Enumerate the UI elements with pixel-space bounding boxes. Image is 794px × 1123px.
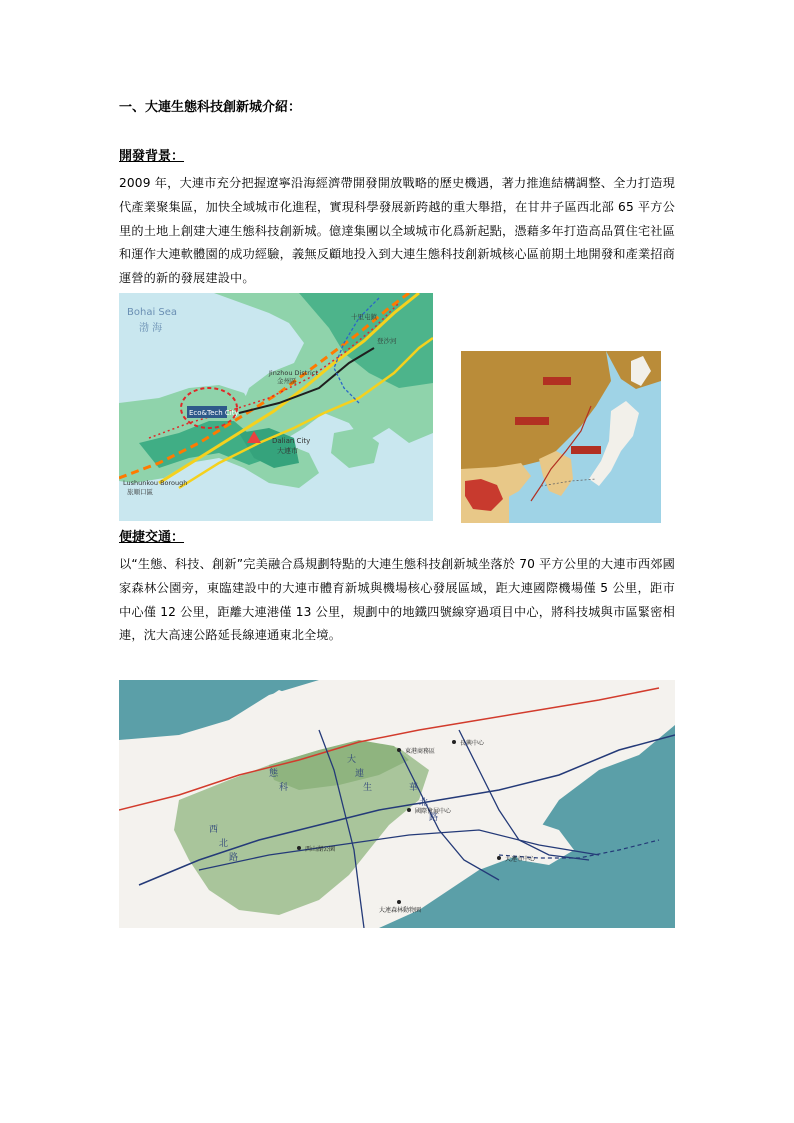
section-title-transport: 便捷交通：	[119, 530, 185, 545]
map3-road-label-6: 北	[219, 839, 229, 849]
map1-city-tag: Eco&Tech City	[189, 409, 239, 417]
northeast-asia-map-image	[461, 351, 661, 523]
map3-poi-4: 西山湖公園	[305, 846, 336, 853]
background-paragraph: 2009 年，大連市充分把握遼寧沿海經濟帶開發開放戰略的歷史機遇，著力推進結構調整、全力打造現代產業聚集區，加快全域城市化進程，實現科學發展新跨越的重大舉措，在甘井子區西北部 65 平方公里的土地上創建大連生態科技創新城。億達集團以全域城市化爲新起點，憑藉多年打造高品質住宅社區和運作大連軟體園的成功經驗，義無反顧地投入到大連生態科技創新城核心區前期土地開發和產業招商運營的新的發展建設中。	[119, 176, 675, 286]
map3-road-label-7: 路	[229, 853, 239, 863]
map3-road-label-10: 路	[429, 813, 439, 823]
section-title-background: 開發背景：	[119, 149, 185, 164]
map3-poi-5: 大連森林動物園	[379, 907, 422, 914]
map3-poi-3: 大連市中心	[505, 856, 536, 863]
map3-road-label-8: 華	[409, 783, 419, 793]
map1-lushun-cn: 旅順口區	[127, 488, 153, 496]
page-title: 一、大連生態科技創新城介紹：	[119, 100, 302, 115]
map3-poi-0: 東港商務區	[405, 748, 436, 755]
map3-road-label-9: 北	[419, 798, 429, 808]
map1-dalian-cn: 大連市	[277, 447, 298, 455]
transport-paragraph: 以“生態、科技、創新”完美融合爲規劃特點的大連生態科技創新城坐落於 70 平方公里的大連市西郊國家森林公園旁，東臨建設中的大連市體育新城與機場核心發展區域，距大連國際機場僅 5 公里，距市中心僅 12 公里，距離大連港僅 13 公里，規劃中的地鐵四號線穿過項目中心，將科技城與市區緊密相連，沈大高速公路延長線連通東北全境。	[119, 557, 675, 643]
map3-road-label-5: 西	[209, 825, 219, 835]
map1-lushun-en: Lushunkou Borough	[123, 479, 188, 487]
map1-place-1: 十里屯鎮	[351, 313, 377, 321]
map3-road-label-3: 態	[269, 769, 279, 779]
city-transport-map-image	[119, 680, 675, 928]
map3-road-label-4: 科	[279, 783, 289, 793]
map3-poi-2: 國際會展中心	[415, 808, 452, 815]
map3-road-label-2: 生	[363, 783, 373, 793]
map1-sea-en: Bohai Sea	[127, 307, 178, 318]
regional-map-image	[119, 293, 433, 521]
map1-place-2: 登沙河	[377, 337, 397, 345]
map1-jinzhou-cn: 金州區	[277, 377, 297, 385]
map1-jinzhou-en: Jinzhou District	[269, 369, 318, 377]
map1-sea-cn: 渤 海	[139, 323, 163, 334]
map3-road-label-1: 連	[355, 769, 365, 779]
map1-dalian-en: Dalian City	[272, 437, 311, 445]
map3-poi-1: 長興中心	[460, 740, 485, 747]
map3-road-label-0: 大	[347, 755, 357, 765]
